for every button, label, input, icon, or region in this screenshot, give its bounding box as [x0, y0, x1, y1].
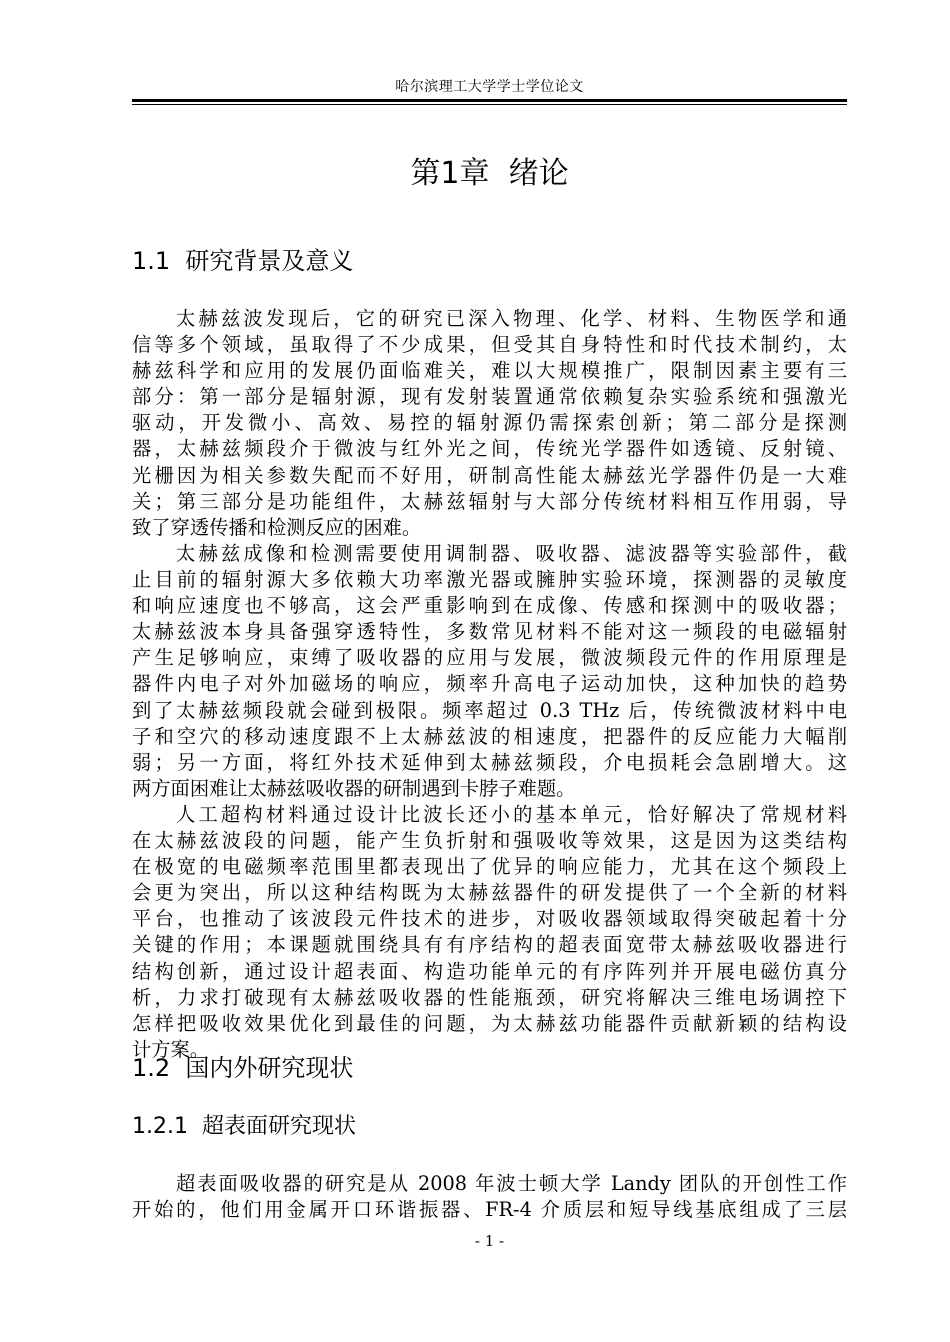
paragraph-4 — [132, 1171, 847, 1223]
section-heading-1-2: 1.2 国内外研究现状 — [132, 1054, 354, 1082]
text-line: 驱动，开发微小、高效、易控的辐射源仍需探索创新；第二部分是探测 — [132, 411, 847, 435]
text-line: 产生足够响应，束缚了吸收器的应用与发展，微波频段元件的作用原理是 — [132, 646, 847, 670]
text-line: 致了穿透传播和检测反应的困难。 — [132, 515, 422, 539]
text-line: 会更为突出，所以这种结构既为太赫兹器件的研发提供了一个全新的材料 — [132, 881, 847, 905]
text-line: 在极宽的电磁频率范围里都表现出了优异的响应能力，尤其在这个频段上 — [132, 855, 847, 879]
text-line: 人工超构材料通过设计比波长还小的基本单元，恰好解决了常规材料 — [176, 803, 847, 826]
text-line: 超表面吸收器的研究是从 2008 年波士顿大学 Landy 团队的开创性工作 — [176, 1172, 847, 1195]
header-rule-thin — [132, 104, 847, 105]
section-heading-1-1: 1.1 研究背景及意义 — [132, 247, 354, 275]
text-line: 析，力求打破现有太赫兹吸收器的性能瓶颈，研究将解决三维电场调控下 — [132, 985, 847, 1009]
running-header: 哈尔滨理工大学学士学位论文 — [395, 79, 584, 95]
text-line: 开始的，他们用金属开口环谐振器、FR-4 介质层和短导线基底组成了三层 — [132, 1198, 847, 1222]
chapter-title: 第1章 绪论 — [410, 156, 569, 191]
text-line: 结构创新，通过设计超表面、构造功能单元的有序阵列并开展电磁仿真分 — [132, 959, 847, 983]
text-line: 弱；另一方面，将红外技术延伸到太赫兹频段，介电损耗会急剧增大。这 — [132, 750, 847, 774]
text-line: 器，太赫兹频段介于微波与红外光之间，传统光学器件如透镜、反射镜、 — [132, 437, 847, 461]
paragraph-2 — [132, 541, 847, 802]
text-line: 到了太赫兹频段就会碰到极限。频率超过 0.3 THz 后，传统微波材料中电 — [132, 698, 847, 722]
text-line: 关；第三部分是功能组件，太赫兹辐射与大部分传统材料相互作用弱，导 — [132, 489, 847, 513]
text-line: 计方案。 — [132, 1037, 210, 1061]
page-number: - 1 - — [474, 1232, 505, 1250]
text-line: 和响应速度也不够高，这会严重影响到在成像、传感和探测中的吸收器； — [132, 594, 847, 618]
section-heading-1-2-1: 1.2.1 超表面研究现状 — [132, 1114, 356, 1139]
text-line: 平台，也推动了该波段元件技术的进步，对吸收器领域取得突破起着十分 — [132, 907, 847, 931]
text-line: 关键的作用；本课题就围绕具有有序结构的超表面宽带太赫兹吸收器进行 — [132, 933, 847, 957]
text-line: 在太赫兹波段的问题，能产生负折射和强吸收等效果，这是因为这类结构 — [132, 829, 847, 853]
text-line: 部分：第一部分是辐射源，现有发射装置通常依赖复杂实验系统和强激光 — [132, 385, 847, 409]
text-line: 止目前的辐射源大多依赖大功率激光器或臃肿实验环境，探测器的灵敏度 — [132, 568, 847, 592]
text-line: 信等多个领域，虽取得了不少成果，但受其自身特性和时代技术制约，太 — [132, 333, 847, 357]
text-line: 太赫兹波发现后，它的研究已深入物理、化学、材料、生物医学和通 — [176, 307, 847, 330]
text-line: 器件内电子对外加磁场的响应，频率升高电子运动加快，这种加快的趋势 — [132, 672, 847, 696]
paragraph-3 — [132, 802, 847, 1063]
paragraph-1 — [132, 306, 847, 541]
text-line: 太赫兹波本身具备强穿透特性，多数常见材料不能对这一频段的电磁辐射 — [132, 620, 847, 644]
text-line: 光栅因为相关参数失配而不好用，研制高性能太赫兹光学器件仍是一大难 — [132, 463, 847, 487]
text-line: 两方面困难让太赫兹吸收器的研制遇到卡脖子难题。 — [132, 776, 576, 800]
text-line: 太赫兹成像和检测需要使用调制器、吸收器、滤波器等实验部件，截 — [176, 542, 847, 565]
header-rule-thick — [132, 99, 847, 102]
text-line: 怎样把吸收效果优化到最佳的问题，为太赫兹功能器件贡献新颖的结构设 — [132, 1011, 847, 1035]
text-line: 赫兹科学和应用的发展仍面临难关，难以大规模推广，限制因素主要有三 — [132, 359, 847, 383]
text-line: 子和空穴的移动速度跟不上太赫兹波的相速度，把器件的反应能力大幅削 — [132, 724, 847, 748]
